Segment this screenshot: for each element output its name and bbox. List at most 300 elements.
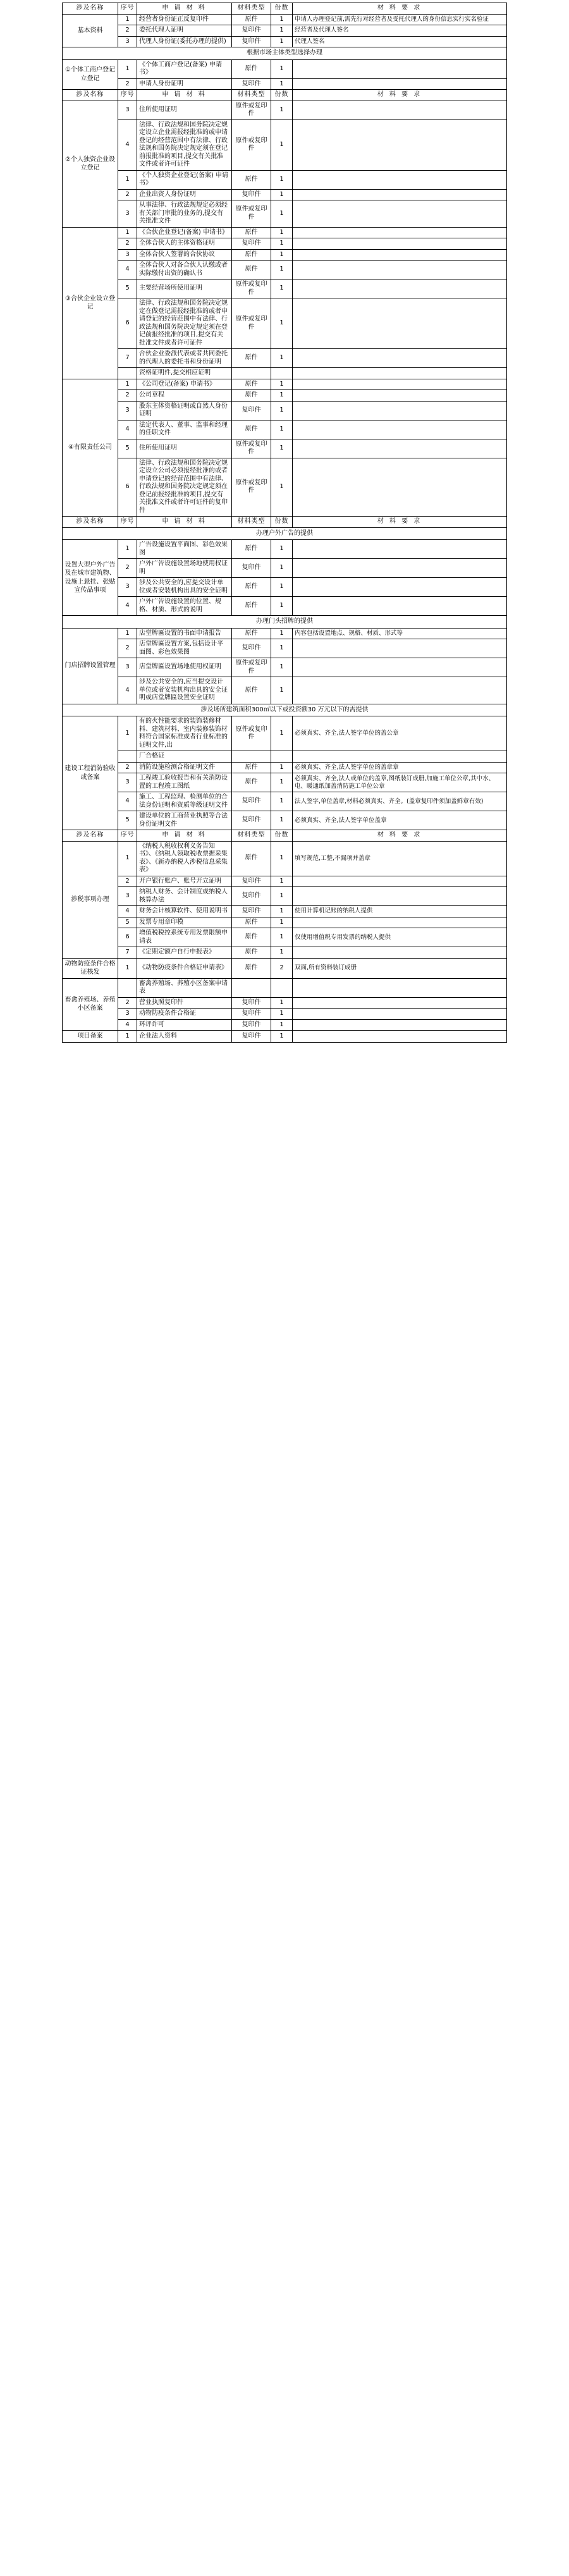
cell-count: 1 xyxy=(271,906,293,917)
table-header-row xyxy=(63,830,507,842)
cell-req: 双面,所有资料装订成册 xyxy=(293,958,507,978)
cell-material: 纳税人财务、会计制度或纳税人核算办法 xyxy=(137,887,232,906)
table-row xyxy=(63,597,507,616)
cell-material: 店堂牌匾设置场地使用权证明 xyxy=(137,658,232,677)
col-header-type: 材料类型 xyxy=(232,517,271,528)
cell-no: 4 xyxy=(118,420,137,439)
cell-material: 施工、工程监理、检测单位的合法身份证明和资质等级证明文件 xyxy=(137,792,232,811)
table-row xyxy=(63,439,507,458)
cell-type xyxy=(232,751,271,763)
cell-no: 3 xyxy=(118,200,137,228)
cell-type: 原件 xyxy=(232,677,271,704)
cell-no: 2 xyxy=(118,876,137,887)
cell-type: 复印件 xyxy=(232,792,271,811)
table-row xyxy=(63,540,507,559)
cell-material: 全体合伙人对各合伙人认缴或者实际缴付出资的确认书 xyxy=(137,261,232,279)
cell-no: 6 xyxy=(118,928,137,947)
cell-material: 合伙企业委派代表或者共同委托的代理人的委托书和身份证明 xyxy=(137,349,232,368)
note-market-entity-text: 根据市场主体类型选择办理 xyxy=(63,47,507,60)
cell-req xyxy=(293,997,507,1009)
col-header-name: 涉及名称 xyxy=(63,830,118,842)
cell-no: 4 xyxy=(118,1019,137,1031)
cell-count xyxy=(271,978,293,997)
note-fire xyxy=(63,704,507,716)
cell-type: 原件 xyxy=(232,170,271,189)
cell-count: 1 xyxy=(271,792,293,811)
col-header-req: 材 料 要 求 xyxy=(293,517,507,528)
cell-type: 复印件 xyxy=(232,1019,271,1031)
col-header-count: 份数 xyxy=(271,90,293,101)
col-header-material: 申 请 材 料 xyxy=(137,3,232,15)
cell-type: 复印件 xyxy=(232,401,271,420)
cell-req xyxy=(293,298,507,349)
table-row xyxy=(63,1019,507,1031)
cell-material: 《个体工商户登记(备案) 申请书》 xyxy=(137,59,232,78)
cell-type: 复印件 xyxy=(232,1031,271,1043)
cell-material: 环评许可 xyxy=(137,1019,232,1031)
cell-no: 2 xyxy=(118,762,137,773)
cell-no: 1 xyxy=(118,59,137,78)
col-header-name: 涉及名称 xyxy=(63,517,118,528)
col-header-req: 材 料 要 求 xyxy=(293,830,507,842)
cell-count: 1 xyxy=(271,390,293,402)
cell-count: 1 xyxy=(271,25,293,37)
table-row xyxy=(63,716,507,751)
cell-count: 1 xyxy=(271,559,293,578)
table-row xyxy=(63,811,507,830)
section-name: 门店招牌设置管理 xyxy=(63,628,118,704)
cell-count: 1 xyxy=(271,1031,293,1043)
cell-req xyxy=(293,559,507,578)
cell-no: 3 xyxy=(118,773,137,792)
cell-count: 1 xyxy=(271,249,293,261)
cell-count xyxy=(271,368,293,379)
cell-no: 5 xyxy=(118,811,137,830)
cell-no: 3 xyxy=(118,101,137,120)
cell-no: 1 xyxy=(118,841,137,876)
cell-req: 内容包括设置地点、规格、材质、形式等 xyxy=(293,628,507,639)
cell-type: 原件 xyxy=(232,390,271,402)
cell-material: 店堂牌匾设置方案,包括设计平面图、彩色效果图 xyxy=(137,639,232,658)
cell-type: 原件或复印件 xyxy=(232,120,271,170)
cell-count: 1 xyxy=(271,762,293,773)
cell-no: 4 xyxy=(118,906,137,917)
cell-req: 仅使用增值税专用发票的纳税人提供 xyxy=(293,928,507,947)
table-row xyxy=(63,917,507,928)
cell-no: 3 xyxy=(118,249,137,261)
cell-material: 《定期定额户自行申报表》 xyxy=(137,947,232,959)
section-name: ③合伙企业设立登记 xyxy=(63,227,118,379)
table-row xyxy=(63,279,507,298)
cell-count: 1 xyxy=(271,261,293,279)
cell-material: 《公司登记(备案) 申请书》 xyxy=(137,379,232,390)
cell-req xyxy=(293,887,507,906)
cell-count: 1 xyxy=(271,1009,293,1020)
cell-material: 经营者身份证正反复印件 xyxy=(137,14,232,25)
cell-type: 复印件 xyxy=(232,811,271,830)
cell-material: 涉及公共安全的,应当提交设计单位或者安装机构出具的安全证明或店堂牌匾设置安全证明 xyxy=(137,677,232,704)
cell-no: 3 xyxy=(118,578,137,597)
col-header-material: 申 请 材 料 xyxy=(137,517,232,528)
cell-req xyxy=(293,390,507,402)
cell-req xyxy=(293,238,507,250)
table-row xyxy=(63,928,507,947)
cell-count: 1 xyxy=(271,420,293,439)
cell-type: 原件或复印件 xyxy=(232,279,271,298)
col-header-no: 序号 xyxy=(118,517,137,528)
cell-type: 复印件 xyxy=(232,997,271,1009)
cell-req xyxy=(293,1031,507,1043)
cell-no: 1 xyxy=(118,227,137,238)
cell-req xyxy=(293,189,507,200)
table-row xyxy=(63,390,507,402)
cell-count: 1 xyxy=(271,677,293,704)
cell-count: 1 xyxy=(271,439,293,458)
cell-type: 原件 xyxy=(232,958,271,978)
cell-material: 《合伙企业登记(备案) 申请书》 xyxy=(137,227,232,238)
cell-material: 股东主体资格证明或自然人身份证明 xyxy=(137,401,232,420)
table-row xyxy=(63,101,507,120)
cell-req xyxy=(293,368,507,379)
cell-req: 代理人签名 xyxy=(293,36,507,47)
cell-count: 1 xyxy=(271,917,293,928)
cell-count: 1 xyxy=(271,628,293,639)
cell-no: 6 xyxy=(118,298,137,349)
note-outdoor-ad xyxy=(63,527,507,540)
cell-req xyxy=(293,1019,507,1031)
cell-no: 1 xyxy=(118,958,137,978)
cell-material: 公司章程 xyxy=(137,390,232,402)
document-page xyxy=(0,0,569,1043)
section-name: 设置大型户外广告及在城市建筑物、设施上悬挂、张贴宣传品事项 xyxy=(63,540,118,616)
cell-type: 原件 xyxy=(232,540,271,559)
cell-no: 2 xyxy=(118,997,137,1009)
cell-no xyxy=(118,368,137,379)
cell-req xyxy=(293,876,507,887)
cell-material: 住所使用证明 xyxy=(137,101,232,120)
cell-type: 原件 xyxy=(232,917,271,928)
cell-material: 申请人身份证明 xyxy=(137,78,232,90)
cell-req xyxy=(293,349,507,368)
table-row xyxy=(63,792,507,811)
cell-req xyxy=(293,458,507,517)
col-header-name: 涉及名称 xyxy=(63,90,118,101)
cell-material: 住所使用证明 xyxy=(137,439,232,458)
cell-no: 2 xyxy=(118,559,137,578)
cell-material: 动物防疫条件合格证 xyxy=(137,1009,232,1020)
table-row xyxy=(63,628,507,639)
cell-type: 复印件 xyxy=(232,887,271,906)
table-row xyxy=(63,1031,507,1043)
cell-material: 涉及公共安全的,应提交设计单位或者安装机构出具的安全证明 xyxy=(137,578,232,597)
cell-material: 户外广告设施设置场地使用权证明 xyxy=(137,559,232,578)
table-row xyxy=(63,978,507,997)
table-row xyxy=(63,238,507,250)
cell-material: 企业法人资料 xyxy=(137,1031,232,1043)
cell-type: 原件 xyxy=(232,928,271,947)
cell-count: 1 xyxy=(271,349,293,368)
table-row xyxy=(63,59,507,78)
cell-material: 畜禽养殖场、养殖小区备案申请表 xyxy=(137,978,232,997)
table-row xyxy=(63,876,507,887)
cell-req xyxy=(293,677,507,704)
section-name: 动物防疫条件合格证核发 xyxy=(63,958,118,978)
col-header-count: 份数 xyxy=(271,830,293,842)
cell-count: 1 xyxy=(271,639,293,658)
section-name: ④有限责任公司 xyxy=(63,379,118,517)
cell-material: 消防设施检测合格证明文件 xyxy=(137,762,232,773)
cell-count: 1 xyxy=(271,928,293,947)
cell-type: 复印件 xyxy=(232,1009,271,1020)
cell-material: 店堂牌匾设置的书面申请报告 xyxy=(137,628,232,639)
cell-material: 主要经营场所使用证明 xyxy=(137,279,232,298)
note-door-sign-text: 办理门头招牌的提供 xyxy=(63,616,507,629)
col-header-count: 份数 xyxy=(271,517,293,528)
cell-no: 4 xyxy=(118,120,137,170)
cell-req xyxy=(293,658,507,677)
cell-type: 原件或复印件 xyxy=(232,101,271,120)
cell-count: 1 xyxy=(271,101,293,120)
table-row xyxy=(63,25,507,37)
cell-req xyxy=(293,249,507,261)
cell-req: 申请人办理登记前,需先行对经营者及受托代理人的身份信息实行实名验证 xyxy=(293,14,507,25)
table-row xyxy=(63,958,507,978)
cell-count: 2 xyxy=(271,958,293,978)
note-outdoor-ad-text: 办理户外广告的提供 xyxy=(63,527,507,540)
cell-req xyxy=(293,101,507,120)
table-row xyxy=(63,751,507,763)
cell-type: 复印件 xyxy=(232,559,271,578)
cell-type: 原件 xyxy=(232,249,271,261)
cell-material: 法定代表人、董事、监事和经理的任职文件 xyxy=(137,420,232,439)
cell-req xyxy=(293,401,507,420)
cell-material: 《动物防疫条件合格证申请表》 xyxy=(137,958,232,978)
cell-req xyxy=(293,439,507,458)
cell-req xyxy=(293,227,507,238)
section-name: 项目备案 xyxy=(63,1031,118,1043)
col-header-count: 份数 xyxy=(271,3,293,15)
cell-req xyxy=(293,639,507,658)
cell-type xyxy=(232,368,271,379)
cell-count: 1 xyxy=(271,947,293,959)
table-row xyxy=(63,997,507,1009)
cell-material: 有的火性能要求的装饰装修材料、建筑材料、室内装修装饰材料符合国家标准或者行业标准的证明文件,出 xyxy=(137,716,232,751)
cell-type: 复印件 xyxy=(232,189,271,200)
cell-count: 1 xyxy=(271,540,293,559)
cell-count: 1 xyxy=(271,658,293,677)
cell-no: 4 xyxy=(118,261,137,279)
cell-material: 厂合格证 xyxy=(137,751,232,763)
cell-count: 1 xyxy=(271,78,293,90)
cell-type: 原件或复印件 xyxy=(232,298,271,349)
cell-no: 3 xyxy=(118,401,137,420)
cell-type: 复印件 xyxy=(232,238,271,250)
cell-type xyxy=(232,978,271,997)
cell-req xyxy=(293,978,507,997)
table-row xyxy=(63,200,507,228)
cell-type: 原件或复印件 xyxy=(232,439,271,458)
cell-count: 1 xyxy=(271,1019,293,1031)
cell-count: 1 xyxy=(271,773,293,792)
table-row xyxy=(63,261,507,279)
col-header-no: 序号 xyxy=(118,3,137,15)
cell-count: 1 xyxy=(271,841,293,876)
table-row xyxy=(63,773,507,792)
table-row xyxy=(63,420,507,439)
cell-type: 原件 xyxy=(232,628,271,639)
cell-no: 3 xyxy=(118,658,137,677)
cell-req xyxy=(293,947,507,959)
cell-no: 7 xyxy=(118,349,137,368)
cell-req: 必须真实、齐全,法人签字单位的盖章章 xyxy=(293,762,507,773)
cell-req: 经营者及代理人签名 xyxy=(293,25,507,37)
cell-count: 1 xyxy=(271,716,293,751)
cell-material: 营业执照复印件 xyxy=(137,997,232,1009)
col-header-req: 材 料 要 求 xyxy=(293,3,507,15)
cell-material: 委托代理人证明 xyxy=(137,25,232,37)
table-row xyxy=(63,368,507,379)
cell-req xyxy=(293,120,507,170)
cell-no: 3 xyxy=(118,1009,137,1020)
cell-type: 原件或复印件 xyxy=(232,716,271,751)
cell-no: 2 xyxy=(118,390,137,402)
cell-req xyxy=(293,200,507,228)
section-name: 涉税事项办理 xyxy=(63,841,118,958)
cell-type: 原件 xyxy=(232,379,271,390)
col-header-type: 材料类型 xyxy=(232,90,271,101)
cell-type: 原件 xyxy=(232,947,271,959)
cell-material: 全体合伙人签署的合伙协议 xyxy=(137,249,232,261)
cell-no: 4 xyxy=(118,792,137,811)
cell-type: 原件或复印件 xyxy=(232,200,271,228)
col-header-req: 材 料 要 求 xyxy=(293,90,507,101)
cell-count: 1 xyxy=(271,811,293,830)
table-row xyxy=(63,578,507,597)
table-header-row xyxy=(63,517,507,528)
col-header-name: 涉及名称 xyxy=(63,3,118,15)
cell-count: 1 xyxy=(271,227,293,238)
cell-type: 复印件 xyxy=(232,906,271,917)
cell-type: 原件 xyxy=(232,349,271,368)
table-row xyxy=(63,677,507,704)
cell-req xyxy=(293,59,507,78)
cell-req: 法人签字,单位盖章,材料必须真实、齐全。(盖章复印件须加盖鲜章有效) xyxy=(293,792,507,811)
col-header-material: 申 请 材 料 xyxy=(137,830,232,842)
table-row xyxy=(63,1009,507,1020)
note-market-entity xyxy=(63,47,507,60)
cell-count: 1 xyxy=(271,36,293,47)
cell-count: 1 xyxy=(271,170,293,189)
cell-req xyxy=(293,170,507,189)
cell-type: 原件 xyxy=(232,261,271,279)
cell-count: 1 xyxy=(271,401,293,420)
cell-req: 必须真实、齐全,法人签字单位盖章 xyxy=(293,811,507,830)
cell-req xyxy=(293,597,507,616)
cell-count: 1 xyxy=(271,597,293,616)
cell-no: 3 xyxy=(118,887,137,906)
col-header-type: 材料类型 xyxy=(232,830,271,842)
cell-material: 法律、行政法规和国务院决定规定在做登记需报经批准的或者申请登记的经营范围中有法律、行政法规和国务院决定规定须在登记前报经批准的项目,提交有关批准文件或者许可证件 xyxy=(137,298,232,349)
cell-no: 5 xyxy=(118,439,137,458)
cell-count: 1 xyxy=(271,458,293,517)
cell-no: 4 xyxy=(118,677,137,704)
table-row xyxy=(63,458,507,517)
table-row xyxy=(63,78,507,90)
cell-no: 5 xyxy=(118,279,137,298)
cell-material: 财务会计核算软件、使用说明书 xyxy=(137,906,232,917)
table-row xyxy=(63,227,507,238)
cell-material: 开户银行账户、账号开立证明 xyxy=(137,876,232,887)
cell-type: 复印件 xyxy=(232,639,271,658)
table-row xyxy=(63,887,507,906)
cell-material: 全体合伙人的主体资格证明 xyxy=(137,238,232,250)
cell-material: 《个人独资企业登记(备案) 申请书》 xyxy=(137,170,232,189)
cell-req xyxy=(293,420,507,439)
table-row xyxy=(63,906,507,917)
cell-material: 《纳税人税收权利义务告知书》、《纳税人领取税收票据采集表》、《新办纳税人涉税信息采集表》 xyxy=(137,841,232,876)
table-row xyxy=(63,841,507,876)
cell-req xyxy=(293,540,507,559)
table-row xyxy=(63,658,507,677)
section-name: 建设工程消防验收或备案 xyxy=(63,716,118,830)
cell-no xyxy=(118,978,137,997)
cell-req xyxy=(293,261,507,279)
cell-type: 复印件 xyxy=(232,876,271,887)
cell-type: 原件 xyxy=(232,597,271,616)
cell-material: 从事法律、行政法规规定必须经有关部门审批的业务的,提交有关批准文件 xyxy=(137,200,232,228)
table-header-row xyxy=(63,3,507,15)
section-name: ②个人独资企业设立登记 xyxy=(63,101,118,227)
table-row xyxy=(63,298,507,349)
table-row xyxy=(63,379,507,390)
cell-count: 1 xyxy=(271,120,293,170)
cell-material: 企业出资人身份证明 xyxy=(137,189,232,200)
cell-count: 1 xyxy=(271,238,293,250)
cell-material: 增值税税控系统专用发票限额申请表 xyxy=(137,928,232,947)
requirements-table xyxy=(62,3,507,1043)
cell-count: 1 xyxy=(271,379,293,390)
cell-req xyxy=(293,917,507,928)
cell-type: 原件 xyxy=(232,841,271,876)
cell-no: 2 xyxy=(118,78,137,90)
note-fire-text: 涉及场所建筑面积300㎡以下或投资额30 万元以下的需提供 xyxy=(63,704,507,716)
cell-type: 原件 xyxy=(232,578,271,597)
cell-material: 法律、行政法规和国务院决定规定设立企业需报经批准的或申请登记的经营范围中有法律、行政法规和国务院决定规定须在登记前报批准的项目,提交有关批准文件或者许可证件 xyxy=(137,120,232,170)
cell-count: 1 xyxy=(271,14,293,25)
cell-req xyxy=(293,78,507,90)
cell-material: 发票专用章印模 xyxy=(137,917,232,928)
note-door-sign xyxy=(63,616,507,629)
table-header-row xyxy=(63,90,507,101)
cell-count: 1 xyxy=(271,876,293,887)
cell-count: 1 xyxy=(271,887,293,906)
table-row xyxy=(63,349,507,368)
cell-no: 5 xyxy=(118,917,137,928)
cell-type: 原件 xyxy=(232,420,271,439)
table-row xyxy=(63,762,507,773)
cell-count xyxy=(271,751,293,763)
table-row xyxy=(63,120,507,170)
cell-req xyxy=(293,279,507,298)
cell-no: 6 xyxy=(118,458,137,517)
cell-material: 代理人身份证(委托办理的提供) xyxy=(137,36,232,47)
table-row xyxy=(63,14,507,25)
cell-no xyxy=(118,751,137,763)
cell-no: 2 xyxy=(118,639,137,658)
col-header-material: 申 请 材 料 xyxy=(137,90,232,101)
cell-no: 7 xyxy=(118,947,137,959)
table-row xyxy=(63,36,507,47)
